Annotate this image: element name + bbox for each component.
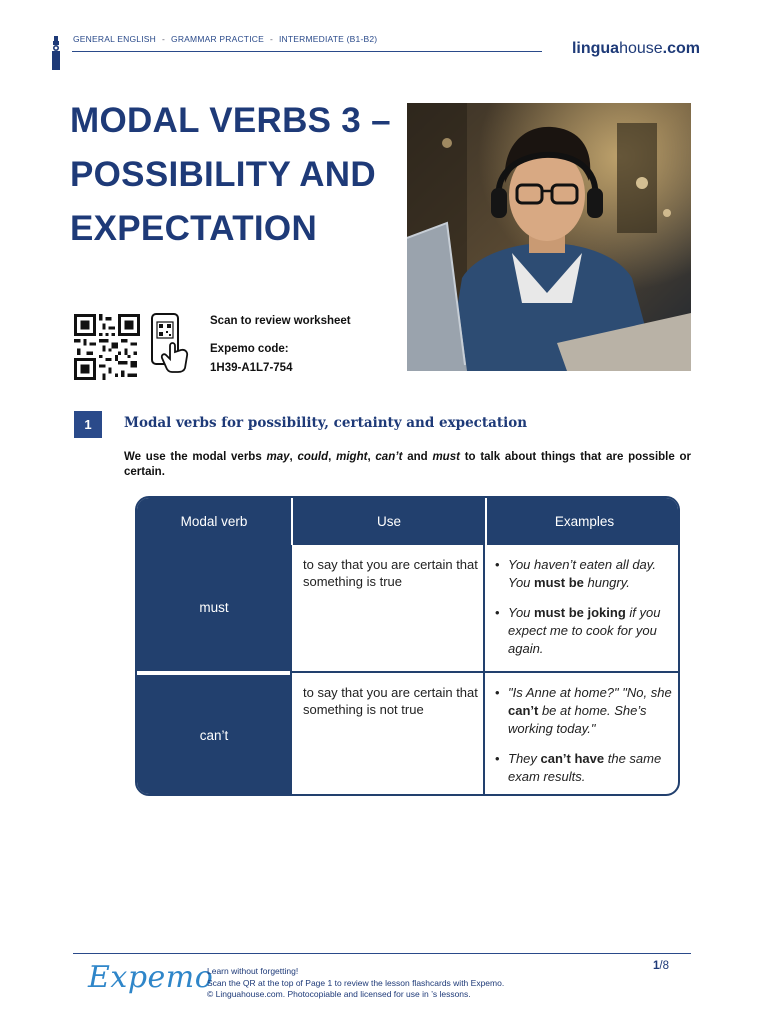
intro-modal: might	[336, 451, 368, 463]
header-divider	[72, 51, 542, 52]
breadcrumb-item: INTERMEDIATE (B1-B2)	[279, 34, 378, 44]
example-text: You haven’t eaten all day. You	[508, 557, 656, 590]
example-item	[493, 750, 679, 786]
intro-text: ,	[328, 451, 337, 463]
table-cell-use: to say that you are certain that something is true	[303, 557, 478, 589]
intro-text: ,	[367, 451, 376, 463]
tower-logo-icon	[50, 36, 62, 70]
table-cell-examples	[493, 684, 679, 796]
logo-part-suffix: .com	[662, 40, 700, 57]
page-title	[70, 94, 400, 256]
breadcrumb	[73, 34, 377, 44]
qr-info	[210, 312, 351, 378]
title-line: EXPECTATION	[70, 209, 318, 248]
intro-text: and	[402, 451, 433, 463]
example-text: "Is Anne at home?" "No, she	[508, 685, 672, 700]
column-header-use: Use	[291, 498, 485, 545]
page-number	[653, 960, 669, 972]
scan-instruction: Scan to review worksheet	[210, 315, 351, 327]
footer-tagline: Learn without forgetting!	[207, 966, 299, 976]
qr-code-icon[interactable]	[73, 314, 141, 380]
example-text: hungry.	[583, 575, 630, 590]
example-modal: must be	[534, 575, 584, 590]
intro-modal: must	[432, 451, 460, 463]
title-line: POSSIBILITY AND	[70, 155, 376, 194]
intro-modal: can’t	[375, 451, 403, 463]
section-title: Modal verbs for possibility, certainty and expectation	[124, 415, 528, 431]
example-text: They	[508, 751, 541, 766]
page-current: 1	[653, 960, 660, 972]
example-modal: can’t have	[540, 751, 605, 766]
phone-scan-icon	[150, 312, 192, 374]
page-header	[50, 30, 700, 70]
example-modal: can’t	[508, 703, 539, 718]
section-intro	[124, 450, 691, 480]
footer-text	[207, 966, 504, 1001]
footer-instruction: Scan the QR at the top of Page 1 to review the lesson flashcards with Expemo.	[207, 977, 505, 988]
example-text: You	[508, 605, 535, 620]
row-header-cant: can’t	[137, 673, 291, 796]
example-text: if you expect me to cook for you again.	[508, 605, 661, 656]
expemo-code-value: 1H39-A1L7-754	[210, 362, 293, 374]
example-text: the same exam results.	[508, 751, 662, 784]
footer-copyright: © Linguahouse.com. Photocopiable and licensed for use in ’s lessons.	[207, 989, 471, 999]
linguahouse-logo[interactable]	[572, 40, 700, 58]
intro-text: ,	[289, 451, 298, 463]
example-modal: must be joking	[534, 605, 626, 620]
modal-verbs-table	[135, 496, 680, 796]
breadcrumb-item: GENERAL ENGLISH	[73, 34, 156, 44]
breadcrumb-item: GRAMMAR PRACTICE	[171, 34, 264, 44]
example-text: be at home. She’s working today."	[508, 703, 647, 736]
table-divider	[291, 671, 680, 673]
footer-divider	[73, 953, 691, 954]
logo-part-light: house	[619, 40, 663, 57]
section-number-badge: 1	[74, 411, 102, 438]
table-cell-use: to say that you are certain that something is not true	[303, 685, 478, 717]
column-header-modal-verb: Modal verb	[137, 498, 291, 545]
page-total: /8	[659, 960, 669, 972]
example-item	[493, 556, 679, 592]
intro-modal: may	[266, 451, 290, 463]
breadcrumb-sep: -	[162, 34, 166, 44]
expemo-logo[interactable]: Expemo	[88, 960, 214, 995]
intro-text: to talk about things that are possible or certain.	[124, 451, 692, 478]
table-cell-examples	[493, 556, 679, 670]
column-header-examples: Examples	[485, 498, 680, 545]
intro-modal: could	[297, 451, 329, 463]
student-with-headphones-photo	[407, 103, 691, 371]
logo-part-bold: lingua	[571, 40, 620, 57]
breadcrumb-sep: -	[269, 34, 273, 44]
example-item	[493, 684, 679, 738]
example-item	[493, 604, 679, 658]
intro-text: We use the modal verbs	[124, 451, 267, 463]
title-line: MODAL VERBS 3 –	[70, 101, 391, 140]
row-header-must: must	[137, 545, 291, 671]
expemo-code-label: Expemo code:	[210, 343, 289, 355]
